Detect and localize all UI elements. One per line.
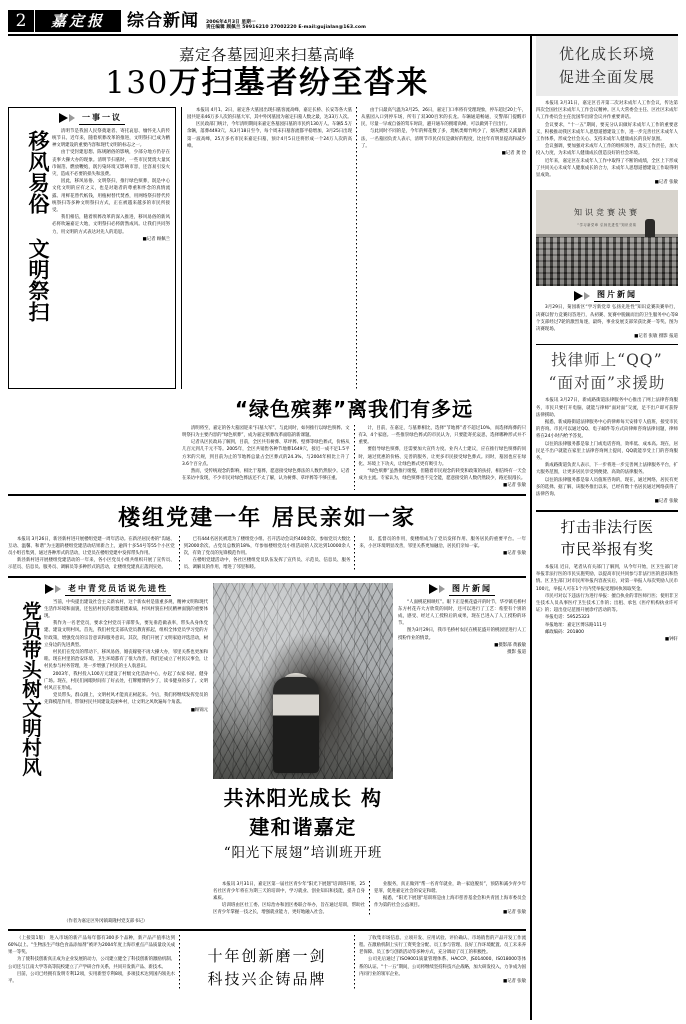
byline: ■记者 张敏 (502, 483, 526, 489)
paragraph: 为了使科技创新真正成为企业发展的动力，公司建立健全了科技创新的激励机制。公司还与江南大学等高等院校建立了产学研合作关系，共同开发新产品、新技术。 (8, 957, 175, 970)
dotted-divider (369, 881, 370, 917)
triangle-small-icon (55, 585, 61, 593)
lead-news-col-2 (361, 107, 526, 389)
sidebar-picnews-tag-bar (536, 289, 678, 302)
dotted-divider (179, 935, 180, 992)
paragraph: 会议强调，要加强对未成年人工作的组织领导，落实工作责任，加大投入力度，为未成年人健康成长创造良好的社会环境。 (535, 144, 678, 157)
paragraph: 3月29日，菊园新区“学习新党章 弘扬先进性”知识竞赛决赛举行，决赛以智力竞赛问答进行，从初赛、复赛中脱颖而出的卫生服务中心等8个支部经过7轮的激烈角逐，最终，事业发展支部荣获比赛一等奖。图为决赛现场。 (535, 305, 678, 333)
knowledge-contest-photo (536, 190, 678, 286)
paragraph: （上接第1版） 进入市场的新产品每年都有300多个品种，新产品产值率达到60%以上。“生物法生产绿色食品添加剂”被评为2004年度上海市重点产品质量攻关成果一等奖。 (8, 935, 175, 956)
paragraph: 与此同时不同的是，今年的鲜花数了多，烧纸类爆竹鸣少了，烟灰燃烧又减量新法，一名墓园负责人表示，清明节市民仅仅是做好的程度，比往年有明显提高和减少了。 (361, 129, 526, 149)
triangle-icon (59, 113, 68, 123)
green-col-1 (182, 425, 350, 490)
sidebar-article-1 (536, 100, 678, 186)
lead-news-block (187, 107, 526, 389)
triangle-small-icon (439, 585, 445, 593)
sidebar-divider-thick (536, 510, 678, 512)
section-divider (8, 929, 526, 931)
party-tag-bar (8, 583, 208, 596)
peach-blossom-photo (213, 583, 393, 779)
paragraph: 我作为一名老党员，要求全村党员干部带头，要先垂范做表率，带头从身体党建、建设文明村风。首先，我们村党支部从党员教育抓起，组织全体党员学习党的方针政策，增强党员的宗旨意识和服务意识。其次，我们开展了文明家庭评选活动，树立身边的先进典型。 (44, 621, 208, 648)
section-name: 综合新闻 (127, 11, 199, 31)
byline: ■钟轩 (664, 636, 678, 642)
paragraph: 公司先后通过了ISO9001质量管理体系、HACCP、JS014000、IS018000等体系的认证。“十一五”期间，公司将继续坚持科技兴企战略，加大研发投入，力争成为国内同行业的领军企业。 (359, 957, 526, 977)
byline: ■摄影部 黄毅敏 (494, 642, 526, 648)
paragraph: 培训班由区社工委、区综治办和团区委联合举办，旨在通过培训，帮助社区青少年掌握一技之长，增强就业能力，更好地融入社会。 (213, 903, 365, 916)
community-headline: 楼组党建一年 居民亲如一家 (118, 505, 416, 531)
sidebar-hl3-line1: 打击非法行医 (560, 518, 654, 537)
community-col-3 (359, 536, 526, 572)
sidebar-article-3 (536, 564, 678, 643)
paragraph: 由于受封建思想、陈规陋俗的影响，少部分地方仍存在丧事大操大办的现象。清明节扫墓时，一些市民焚烧大量冥币锡箔、燃放鞭炮，既污染环境又影响市容，还容易引发火灾，造成不必要的损失和浪费。 (52, 150, 170, 177)
bottom-col-right (359, 935, 526, 992)
triangle-small-icon (69, 114, 75, 122)
paragraph: 本报讯 3月26日，新泾新村进开展楼组党建一周年活动。在新泾居民委的“沟通、互动、温馨、和谐”为主题的楼组党建活动结果新合上，逾四十多54号等55个小区党员小组召集到，通过各种形式的活动，让党员在楼组党建中发挥带头作用。 (8, 536, 175, 556)
paragraph: 清明节是我国人民祭奠逝者、寄托哀思、缅怀先人的传统节日。近年来，随着殡葬改革的推进，文明祭扫已成为精神文明建设的重要内容和现代文明的标志之一。 (52, 128, 170, 149)
paragraph: 2003年，我村投入100万元建设了村级文化活动中心，办起了农家书屋、健身广场。现在，村民们闲暇时间有了好去处，打牌赌博的少了，读书健身的多了。文明村风正在形成。 (44, 671, 208, 691)
paragraph: 我们相信，随着殡葬改革的深入推进，移风易俗的新风必将吹遍嘉定大地，文明祭扫必将蔚然成风。让我们共同努力，用文明的方式表达对先人的追思。 (52, 215, 170, 235)
paragraph: 本报讯 近日，笔者从有关部门了解到，从今年开始，区卫生部门对举报非法行医的市民实施奖励，以提高市民共同参与非法行医的意识和热情。区卫生部门对市民所举报内容查实后，对第一举报人每次奖励人民币100元，举报人可在1个月内凭举报受理回执领取奖金。 (535, 564, 678, 592)
dotted-divider (356, 107, 357, 389)
paragraph: 邮政编码：201800 (544, 629, 584, 635)
paragraph: 当前，中央提出建设社会主义新农村，这个新农村是旅重多规，精神文明和现代生活作环境和面貌，还包括村民的思想道德素质，村风村貌在村民精神面貌的重要体现。 (44, 599, 208, 619)
paragraph: 举报地址：嘉定区博乐路111号 (544, 622, 607, 628)
opinion-tag-label: 一事一议 (79, 112, 125, 125)
bottom-continuation-box (8, 935, 526, 992)
party-vertical-title: 党员带头树文明村风 (19, 600, 42, 777)
section-divider (8, 576, 526, 578)
paragraph: 员、监督员的作用，使楼组成为了党员发挥作用、服务居民的重要平台。一年来，小区环境明显改善，邻里关系更加融洽，居民们亲如一家。 (359, 536, 527, 549)
sidebar-hl1-line1: 优化成长环境 (558, 45, 655, 63)
page-number: 2 (8, 10, 34, 32)
paragraph: 据悉，“阳光下展翅”培训班是由上海市慈善基金会和共青团上海市委员会作为第的社会公益项目。 (374, 895, 526, 909)
paragraph: 图为3月29日，我市毛桥村农民在桃花盛开的桃园里进行人工授粉作业的情景。 (398, 628, 526, 641)
green-col-2 (359, 425, 527, 490)
byline: ■记者 张敏 (502, 910, 526, 916)
dotted-divider (354, 425, 355, 490)
farmer-figure (273, 677, 319, 773)
masthead-date: 2006年4月3日 星期一 (206, 19, 256, 25)
bottom-title-line-1: 十年创新磨一剑 (207, 946, 327, 965)
paragraph: “绿色殡葬”虽然推行缓慢，但随着市民观念的转变和政策的扶持，相信终有一天会成为主流。专家认为，绿色殡葬也不完全能，愿意接受的人数仍然较少，路还很漫长。 (358, 468, 526, 482)
paragraph: 目前，公司已经拥有发明专利12项，实用新型专利8项，多项技术达到国内领先水平。 (8, 971, 175, 984)
paragraph: 记者从区民政局了解到，目前，全区共有树葬、草坪葬、壁葬等绿色葬式，价格从几百元到几千元不等。2005年，全区共销售各种节地葬1649穴，接近一成不足1.5平方米的穴规，到目前为止的节地葬总量占全区葬式的24.3%，与2004年相比上升了3.6个百分点。 (182, 440, 350, 467)
sunshine-col-1 (213, 881, 365, 917)
byline: ■记者 张敏 (654, 499, 678, 505)
byline: ■记者 张敏 (654, 180, 678, 186)
opinion-vertical-title: 移风易俗 文明祭扫 (26, 129, 50, 322)
column-divider (181, 107, 182, 389)
byline-note: （作者为嘉定区外冈镇葛隆村党支部书记） (64, 918, 148, 924)
sunshine-headline: 共沐阳光成长 构建和谐嘉定 (223, 785, 383, 839)
section-divider (8, 494, 526, 496)
peach-blossom-photo-block (213, 583, 393, 879)
photo-banner-text: 知识竞赛决赛 (573, 207, 640, 217)
paper-name: 嘉定报 (35, 10, 121, 32)
paragraph: 以往的法律服务都是靠上门或电话咨询，效率低、成本高。现在，居民足不出户就能在家里上法律咨询网上提问，QQ就能享受上门的咨询服务。 (535, 441, 678, 462)
sidebar-hl2-line2: “面对面”求援助 (548, 373, 666, 392)
sunshine-subheadline: “阳光下展翅”培训班开班 (223, 844, 383, 861)
sidebar-picture-news-caption (536, 304, 678, 340)
paragraph: 清明将至，嘉定的各大墓园迎来“扫墓大军”。与此同时，如何推行以绿色殡葬、文明祭扫为主要内容的“绿色殡葬”，成为嘉定殡葬改革面临的新课题。 (182, 425, 350, 438)
sidebar-divider (536, 344, 678, 345)
main-zone (8, 36, 526, 1020)
paragraph: 近年来，嘉定区在未成年人工作中取得了不断的成绩，全区上下形成了共同关心未成年人健康成长的合力，未成年人思想道德建设工作取得明显成效。 (535, 158, 678, 179)
byline: ■顾锦元 (190, 707, 208, 713)
sidebar-hl1-line2: 促进全面发展 (558, 67, 655, 86)
paragraph: 党员带头，群众跟上，文明村风才能真正树起来。今后，我们将继续发挥党员的先锋模范作用，带领村民共同建设美丽乡村，让文明之风吹遍每个角落。 (44, 693, 208, 706)
picnews-tag-bar (398, 583, 526, 596)
community-body (8, 536, 526, 572)
paragraph: 计，目前，在嘉定，与墓葬相比，选择“节地葬”者不超过10%，而选择海葬的只有3、4个家庭。一些推崇绿色葬式的市民认为，只要能寄托哀思，选择哪种形式并不重要。 (358, 425, 526, 446)
dotted-divider (354, 536, 355, 572)
opinion-box (8, 107, 176, 389)
lead-main-headline (8, 66, 526, 101)
community-col-1 (8, 536, 175, 572)
masthead (8, 6, 678, 32)
byline: ■记者 龚 俭 (501, 150, 526, 156)
triangle-icon (574, 291, 583, 301)
party-column-block (8, 583, 208, 879)
paragraph: 市民可对以下违法行为进行举报：擅自执业的非医师行医；使用非卫生技术人员从事医疗卫生技术工作的；出租、承包《医疗机构执业许可证》的；超出登记范围开展诊疗活动的等。 (535, 593, 678, 614)
dotted-divider (354, 935, 355, 992)
green-burial-headline: “绿色殡葬”离我们有多远 (234, 396, 474, 421)
picture-news-block (398, 583, 526, 879)
sunshine-col-2 (374, 881, 526, 917)
sidebar-hl2-line1: 找律师上“QQ” (551, 351, 663, 370)
sidebar-headline-3 (536, 517, 678, 561)
byline: ■记者 张敏 摄影 报道 (634, 334, 678, 340)
paragraph: 本报讯 3月27日，新成路街道法律服务中心推出了网上法律咨询服务，市民只要打开电脑，就能与律师“面对面”交流，足不出户即可获得法律援助。 (535, 398, 678, 418)
paragraph: 要倡导绿色殡葬，还需要加大宣传力度。业内人士建议，应在推行绿色殡葬的同时，通过优惠的价格、完善的服务，让更多市民接受绿色葬式。同时，墓园也应在绿化、环境上下功夫，让绿色葬式更有吸引力。 (358, 447, 526, 467)
paragraph: 举报电话：59525323 (544, 615, 590, 621)
sidebar (536, 36, 678, 1020)
triangle-icon (45, 584, 54, 594)
paragraph: 业服务，真正做到“帮一名青年就业，助一家庭脱贫”，预防和减少青少年犯罪，促进嘉定社会的安定和谐。 (374, 881, 526, 894)
sidebar-picnews-tag-label: 图片新闻 (594, 289, 640, 302)
paragraph: 村民们在党员的带动下，移风易俗，婚丧嫁娶不再大操大办，邻里关系也更加和睦。现在村里的治安环境、卫生环境都有了很大改善。我们还成立了村民议事会，让村民参与村务管理，进一步增强了村民的主人翁意识。 (44, 649, 208, 670)
byline: ■记者 顾佩兰 (142, 236, 170, 242)
sunshine-article-body (213, 881, 526, 917)
byline: ■记者 张敏 (502, 550, 527, 556)
picture-news-caption (398, 599, 526, 657)
masthead-contact: 责任编辑 顾佩兰 59916210 27002220 E-mail:gujialan@163.com (206, 25, 366, 31)
paragraph: “人面桃花相映红”。眼下正是桃花盛开的时节，华亭镇毛桥村东方村花卉大方欣赏的同时，还可以进行了工艺：希望有个别的成，感受、经过人工授粉后的成果，现在已进入了人工授粉的环节。 (398, 599, 526, 627)
paragraph: 了收集市场信息、立项开发、应用试验、评价确认、市场销售的产品开发工作流程。在激励机制上实行工资奖金分配、员工参与管理、良好工作环境配置、员工未来养老保障、员工参与创新活动等多种方式，充分调动了员工的积极性。 (359, 935, 526, 956)
paragraph: 在楼组党建活动中，各社区楼组党员队伍发挥了宣传员、示范员、信息员、服务员、调解员的作用，增进了邻里和睦。 (183, 558, 351, 571)
row-opinion-and-lead (8, 107, 526, 389)
green-burial-body (182, 425, 526, 490)
picnews-tag-label: 图片新闻 (449, 583, 495, 596)
audience-crowd (536, 237, 678, 287)
paragraph: 本报讯 3月31日，嘉定区第一届社区青少年“阳光下展翅”培训班开班，25名社区青少年将在为期三天的培训中，学习就业、创业知识和技能，提升自身素质。 (213, 881, 365, 901)
dotted-divider (179, 536, 180, 572)
paragraph: 然而，受传统观念的影响，相比于墓葬，愿意接受绿色葬法的人数仍然很少。记者在采访中发现，不少市民对绿色葬法还不太了解，认为树葬、草坪葬等不够庄重。 (182, 468, 350, 482)
lead-shoulder-headline: 嘉定各墓园迎来扫墓高峰 (178, 46, 355, 64)
lead-news-col-1 (187, 107, 352, 389)
vertical-page-divider (530, 36, 532, 1020)
paragraph: 由于日最高气温为3月25、26日，嘉定门口率将有受理现象，停车超过20上午，从墓园入口到停车场，所有了双300百米的长龙。车辆通道畅通，交警部门提醒市民，尽量一早或自备的驾车时段，避开通车的拥堵高峰，可以做到千百出行。 (361, 107, 526, 128)
paragraph: 会议要求，“十一五”期间，要充分认识做好未成年人工作的重要意义，积极推动我区未成年人思想道德建设工作，进一步完善社区未成年人工作体系，形成全社会关心、支持未成年人健康成长的良好氛围。 (535, 122, 678, 143)
paragraph: 本报讯 3月31日，嘉定区召开第二次对未成年人工作会议，传达第四次全国社区未成年人工作会议精神。区人大常委会主任、区社区未成年人工作委员会主任沈国华出席会议并作重要讲话。 (535, 101, 678, 121)
paragraph: 已有444名居民被选为了楼组党小组、召开活动会议约400余次、参加党员大数比到2000余次、占党员总数的18%，年参加楼组党员小组活动的人次达到10000余人次，有效了党员的先锋模范作用。 (183, 536, 351, 556)
bottom-col-left (8, 935, 175, 992)
paragraph: 本报讯 4月1、2日，嘉定各大墓园出现扫墓客流高峰，嘉定长桥、长安等各大墓园共迎来46万多人次的扫墓大军，其中外冈墓园为嘉定扫墓人数之最，达33万人次。 (187, 107, 352, 120)
lead-headline-text: 万扫墓者纷至沓来 (168, 65, 429, 101)
paragraph: 新成路街道负责人表示，下一步将进一步完善网上法律服务平台，扩大服务范围，让更多居民享受到便捷、高效的法律服务。 (535, 463, 678, 476)
paragraph: 区民政部门统计，今年清明期间来嘉定各墓园扫墓的市民约130万人。车辆5.5万余辆，落葬4493穴。从3月18日至今，每个周末扫墓客流都平稳增加，3月25日出现第一波高峰，25万多名市民来嘉定扫墓，预计4月5日还将形成一个24万人次的高峰。 (187, 122, 352, 149)
community-col-2 (184, 536, 351, 572)
green-burial-article (182, 393, 526, 490)
paragraph: 新泾新村进开展楼组党建活动的一年来，各小区党员小组共组织开展了宣传员、示范员、信息员、服务员、调解员等多种形式的活动，让楼组党建真正落到实处。 (8, 558, 175, 571)
bottom-title-line-2: 科技兴企铸品牌 (207, 970, 327, 989)
sidebar-hl3-line2: 市民举报有奖 (560, 540, 654, 559)
triangle-small-icon (584, 292, 590, 300)
sidebar-headline-2 (536, 349, 678, 394)
party-column-credit-line (8, 918, 526, 925)
photo-banner-subtext: “学习新党章 弘扬先进性”知识竞赛 (577, 223, 637, 228)
paragraph: 以往的法律服务都是靠人员值班咨询的，现在，通过网络，居民有更多的选择。据了解，该服务推出以来，已经有数十名居民通过网络获得了法律咨询。 (535, 477, 678, 498)
lead-headline-number: 130 (105, 65, 169, 101)
masthead-meta (206, 20, 366, 32)
triangle-icon (429, 584, 438, 594)
row-party-photo (8, 583, 526, 879)
byline-2: 摄影 报道 (507, 649, 526, 655)
sidebar-article-2 (536, 397, 678, 505)
opinion-tag-bar (14, 112, 170, 125)
party-tag-label: 老中青党员话说先进性 (65, 583, 171, 596)
paragraph: 据悉，新成路街道法律服务中心的律师每天安排专人值班，接受市民的咨询。市民可以通过QQ、电子邮件等方式向律师咨询法律问题，律师将在24小时内给予答复。 (535, 420, 678, 440)
sidebar-headline-1 (536, 36, 678, 96)
page-body (8, 36, 678, 1020)
paragraph: 因此，移风易俗、文明祭扫，推行绿色殡葬，既是中心文化文明的应有之义，也是对逝者的尊重和怀念的真情流露。用鲜花替代纸钱，用植树替代焚香，用网络祭扫替代传统祭扫等多种文明祭扫方式，正在被越来越多的市民所接受。 (52, 179, 170, 213)
bottom-center-title (184, 935, 350, 992)
byline: ■记者 张敏 (502, 979, 526, 984)
